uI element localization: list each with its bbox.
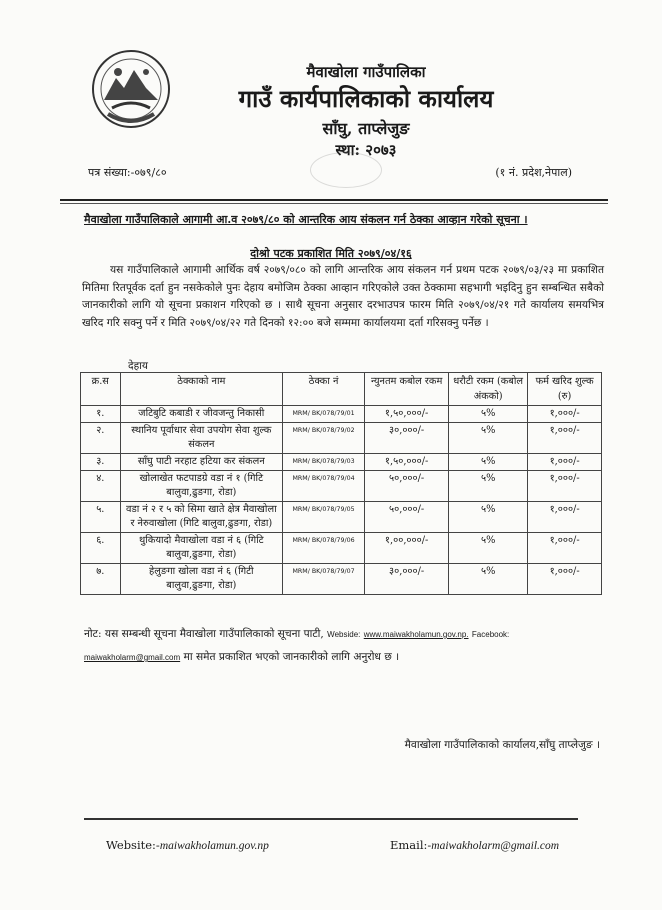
row-name: थुकियादो मैवाखोला वडा नं ६ (गिटि बालुवा,ढुङगा, रोडा) — [120, 533, 282, 564]
row-name: खोलाखेत फटपाडग्रे वडा नं १ (गिटि बालुवा,ढुङगा, रोडा) — [120, 471, 282, 502]
row-deposit: ५% — [449, 564, 528, 595]
row-deposit: ५% — [449, 471, 528, 502]
row-deposit: ५% — [449, 423, 528, 454]
row-sn: ७. — [81, 564, 121, 595]
row-code: MRM/ BK/078/79/03 — [283, 454, 365, 471]
row-amount: ३०,०००/- — [365, 423, 449, 454]
note-website-label: Webside: — [327, 630, 361, 639]
footer-email-link[interactable]: maiwakholarm@gmail.com — [431, 840, 560, 852]
row-sn: ५. — [81, 502, 121, 533]
province-label: (१ नं. प्रदेश,नेपाल) — [495, 166, 572, 179]
table-header-row — [81, 373, 602, 406]
row-name: साँघु पाटी नरहाट हटिया कर संकलन — [120, 454, 282, 471]
note-prefix: नोट: — [84, 628, 102, 640]
header-amount: न्युनतम कबोल रकम — [365, 373, 449, 406]
schedule-label: देहाय — [128, 360, 148, 372]
table-row — [81, 471, 602, 502]
table-row — [81, 406, 602, 423]
row-fee: १,०००/- — [528, 471, 602, 502]
note-facebook-label: Facebook: — [471, 630, 510, 639]
row-fee: १,०००/- — [528, 502, 602, 533]
footer-email — [390, 838, 559, 852]
row-fee: १,०००/- — [528, 564, 602, 595]
table-row — [81, 423, 602, 454]
row-sn: ६. — [81, 533, 121, 564]
notice-body — [82, 262, 604, 332]
row-fee: १,०००/- — [528, 423, 602, 454]
row-sn: ३. — [81, 454, 121, 471]
table-row — [81, 564, 602, 595]
row-code: MRM/ BK/078/79/01 — [283, 406, 365, 423]
office-name: गाउँ कार्यपालिकाको कार्यालय — [238, 84, 494, 113]
note-text-2: मा समेत प्रकाशित भएको जानकारीको लागि अनुरोध छ । — [183, 651, 400, 663]
header-name: ठेक्काको नाम — [120, 373, 282, 406]
row-code: MRM/ BK/078/79/04 — [283, 471, 365, 502]
row-deposit: ५% — [449, 533, 528, 564]
republish-date: दोश्रो पटक प्रकाशित मिति २०७९/०४/१६ — [250, 247, 412, 260]
header-deposit: धरौटी रकम (कबोल अंकको) — [449, 373, 528, 406]
note-website-link[interactable]: www.maiwakholamun.gov.np. — [363, 630, 469, 639]
note-email-link[interactable]: maiwakholarm@gmail.com — [84, 653, 181, 662]
header-divider-thin — [60, 203, 608, 204]
municipality-name: मैवाखोला गाउँपालिका — [306, 63, 426, 81]
header-code: ठेक्का नं — [283, 373, 365, 406]
office-address: साँघु, ताप्लेजुङ — [322, 119, 410, 138]
row-fee: १,०००/- — [528, 533, 602, 564]
row-code: MRM/ BK/078/79/05 — [283, 502, 365, 533]
row-deposit: ५% — [449, 454, 528, 471]
row-fee: १,०००/- — [528, 406, 602, 423]
letter-number: पत्र संख्या:-०७९/८० — [88, 166, 167, 179]
footer-website — [106, 838, 269, 852]
note-section — [84, 623, 604, 669]
table-row — [81, 533, 602, 564]
row-code: MRM/ BK/078/79/07 — [283, 564, 365, 595]
row-amount: ५०,०००/- — [365, 471, 449, 502]
established-year: स्था: २०७३ — [335, 141, 397, 159]
row-code: MRM/ BK/078/79/06 — [283, 533, 365, 564]
row-name: स्थानिय पूर्वाधार सेवा उपयोग सेवा शुल्क संकलन — [120, 423, 282, 454]
row-deposit: ५% — [449, 406, 528, 423]
row-sn: १. — [81, 406, 121, 423]
notice-subject: मैवाखोला गाउँपालिकाले आगामी आ.व २०७९/८० को आन्तरिक आय संकलन गर्न ठेक्का आव्हान गरेको सूचना । — [84, 213, 528, 226]
row-amount: १,५०,०००/- — [365, 454, 449, 471]
tender-table — [80, 372, 602, 595]
notice-body-paragraph: यस गाउँपालिकाले आगामी आर्थिक वर्ष २०७९/०८० को लागि आन्तरिक आय संकलन गर्न प्रथम पटक २०७९/०३/२३ मा प्रकाशित मितिमा रितपूर्वक दर्ता हुन नसकेकोले पुनः देहाय बमोजिम ठेक्का आव्हान गरिएकोले उक्त ठेक्कामा सहभागी भइदिनु हुन सम्बन्धित सबैको जानकारीको लागि यो सूचना प्रकाशन गरिएको छ । साथै सूचना अनुसार दरभाउपत्र फारम मिति २०७९/०४/२१ गते कार्यालय समयभित्र खरिद गरि सक्नु पर्ने र मिति २०७९/०४/२२ गते दिनको १२:०० बजे सम्ममा कार्यालयमा दर्ता गरिसक्नु पर्नेछ । — [82, 264, 604, 329]
footer-email-label: Email:- — [390, 838, 432, 852]
row-deposit: ५% — [449, 502, 528, 533]
header-fee: फर्म खरिद शुल्क (रु) — [528, 373, 602, 406]
row-amount: ३०,०००/- — [365, 564, 449, 595]
row-name: वडा नं २ र ५ को सिमा खाते क्षेत्र मैवाखोला र नेरुवाखोला (गिटि बालुवा,ढुङगा, रोडा) — [120, 502, 282, 533]
row-name: हेलुङगा खोला वडा नं ६ (गिटी बालुवा,ढुङगा, रोडा) — [120, 564, 282, 595]
row-fee: १,०००/- — [528, 454, 602, 471]
footer-website-link[interactable]: maiwakholamun.gov.np — [159, 840, 269, 852]
row-name: जटिबुटि कबाडी र जीवजन्तु निकासी — [120, 406, 282, 423]
footer-divider — [84, 818, 578, 820]
table-row — [81, 454, 602, 471]
office-stamp — [310, 152, 382, 188]
row-sn: २. — [81, 423, 121, 454]
signature-office: मैवाखोला गाउँपालिकाको कार्यालय,साँघु ताप्लेजुङ । — [404, 739, 600, 751]
row-sn: ४. — [81, 471, 121, 502]
header-divider — [60, 199, 608, 201]
row-amount: ५०,०००/- — [365, 502, 449, 533]
row-amount: १,५०,०००/- — [365, 406, 449, 423]
table-row — [81, 502, 602, 533]
header-sn: क्र.स — [81, 373, 121, 406]
row-code: MRM/ BK/078/79/02 — [283, 423, 365, 454]
note-text-1: यस सम्बन्धी सूचना मैवाखोला गाउँपालिकाको सूचना पाटी, — [104, 628, 324, 640]
footer-website-label: Website:- — [106, 838, 160, 852]
row-amount: १,००,०००/- — [365, 533, 449, 564]
